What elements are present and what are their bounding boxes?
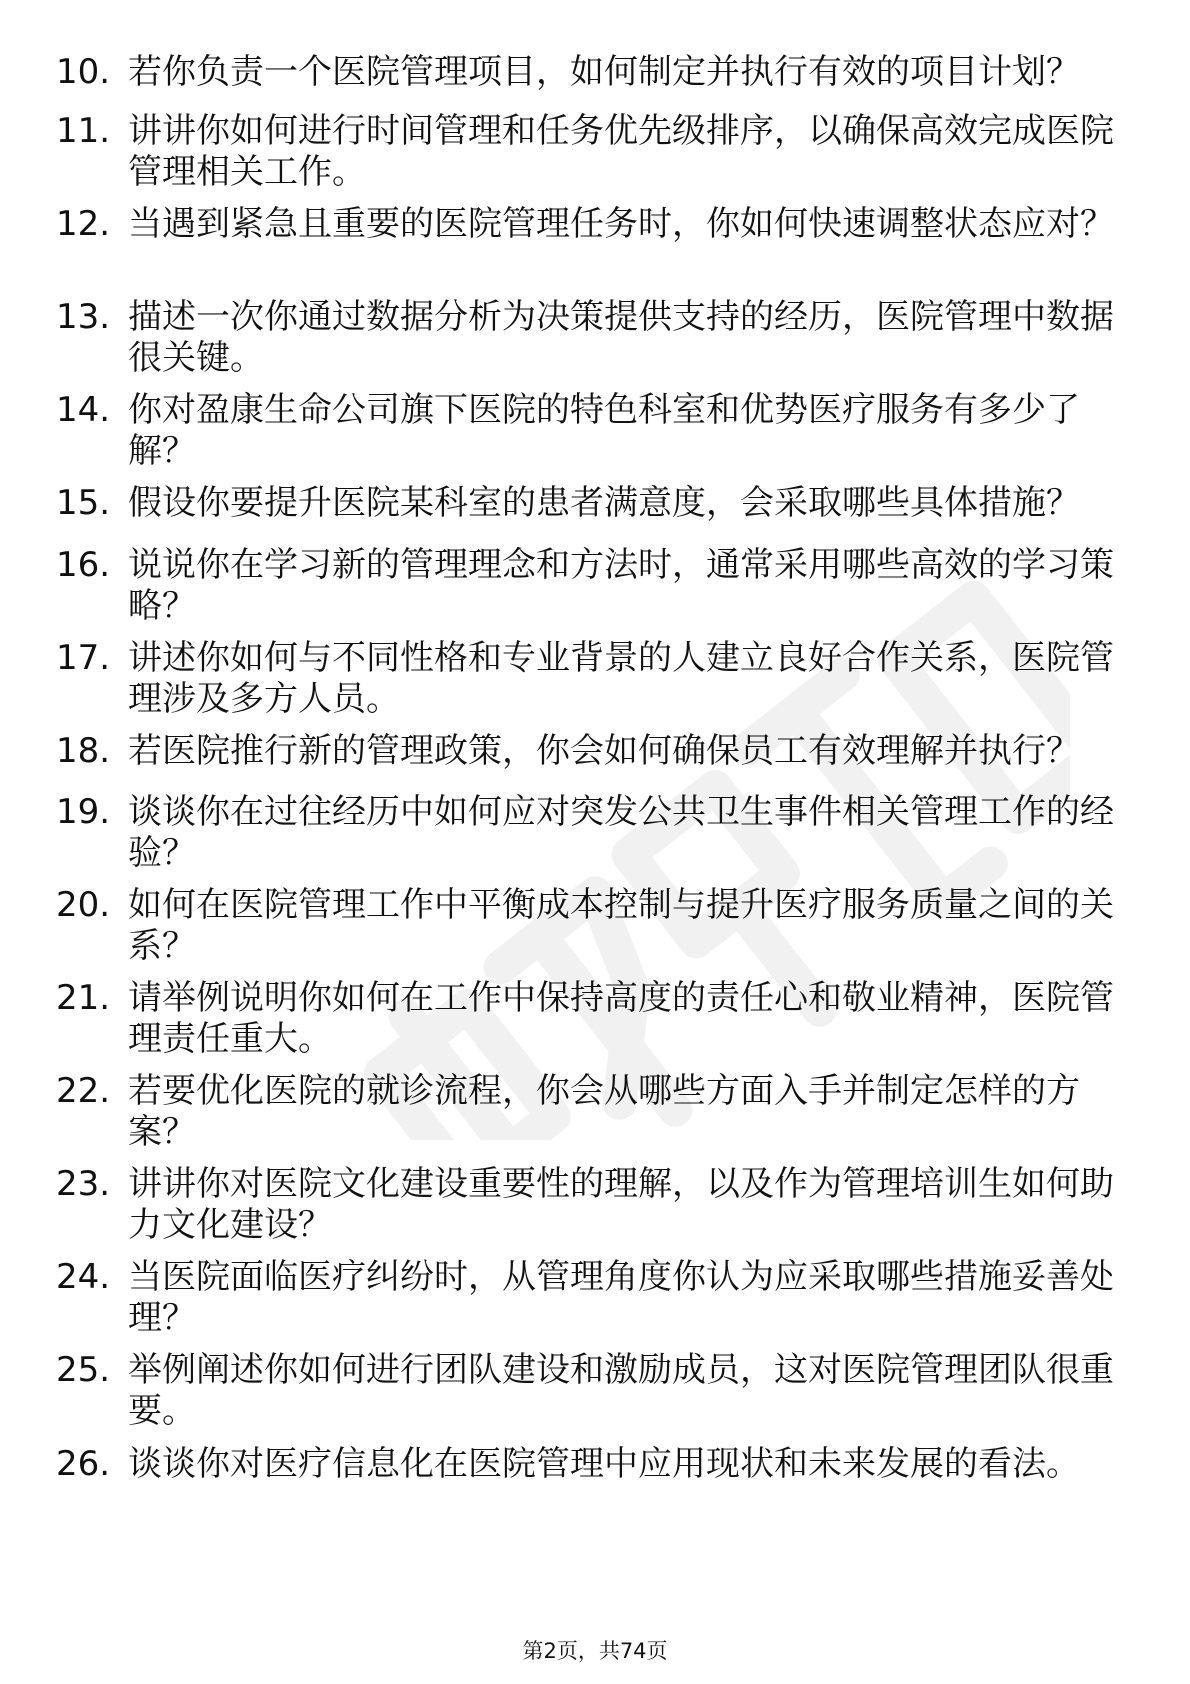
question-number: 13. <box>56 297 111 337</box>
question-number: 16. <box>56 545 111 585</box>
question-number: 18. <box>56 731 111 771</box>
list-item <box>56 885 1136 967</box>
question-text: 假设你要提升医院某科室的患者满意度，会采取哪些具体措施？ <box>128 483 1080 523</box>
question-number: 20. <box>56 885 111 925</box>
question-text: 若你负责一个医院管理项目，如何制定并执行有效的项目计划？ <box>128 52 1080 92</box>
question-number: 25. <box>56 1350 111 1390</box>
list-item <box>56 1444 1136 1485</box>
question-number: 19. <box>56 792 111 832</box>
question-text: 说说你在学习新的管理理念和方法时，通常采用哪些高效的学习策略？ <box>128 545 1114 626</box>
question-text: 你对盈康生命公司旗下医院的特色科室和优势医疗服务有多少了解？ <box>128 390 1080 471</box>
question-number: 26. <box>56 1444 111 1484</box>
question-number: 14. <box>56 390 111 430</box>
list-item <box>56 1350 1136 1432</box>
list-item <box>56 483 1136 524</box>
question-text: 描述一次你通过数据分析为决策提供支持的经历，医院管理中数据很关键。 <box>128 297 1114 378</box>
question-text: 举例阐述你如何进行团队建设和激励成员，这对医院管理团队很重要。 <box>128 1350 1114 1431</box>
question-text: 如何在医院管理工作中平衡成本控制与提升医疗服务质量之间的关系？ <box>128 885 1114 966</box>
question-text: 若医院推行新的管理政策，你会如何确保员工有效理解并执行？ <box>128 731 1080 771</box>
list-item <box>56 111 1136 193</box>
question-number: 17. <box>56 638 111 678</box>
page-number: 第2页，共74页 <box>522 1639 668 1663</box>
question-text: 谈谈你对医疗信息化在医院管理中应用现状和未来发展的看法。 <box>128 1444 1080 1484</box>
list-item <box>56 731 1136 772</box>
question-text: 讲述你如何与不同性格和专业背景的人建立良好合作关系，医院管理涉及多方人员。 <box>128 638 1114 719</box>
list-item <box>56 1164 1136 1246</box>
question-number: 10. <box>56 52 111 92</box>
list-item <box>56 792 1136 874</box>
list-item <box>56 1257 1136 1339</box>
list-item <box>56 204 1136 245</box>
question-number: 12. <box>56 204 111 244</box>
question-text: 讲讲你如何进行时间管理和任务优先级排序，以确保高效完成医院管理相关工作。 <box>128 111 1114 192</box>
question-number: 11. <box>56 111 111 151</box>
list-item <box>56 545 1136 627</box>
question-text: 若要优化医院的就诊流程，你会从哪些方面入手并制定怎样的方案？ <box>128 1071 1080 1152</box>
list-item <box>56 390 1136 472</box>
list-item <box>56 297 1136 379</box>
question-text: 当遇到紧急且重要的医院管理任务时，你如何快速调整状态应对？ <box>128 204 1114 244</box>
question-number: 21. <box>56 978 111 1018</box>
question-number: 24. <box>56 1257 111 1297</box>
question-text: 谈谈你在过往经历中如何应对突发公共卫生事件相关管理工作的经验？ <box>128 792 1114 873</box>
question-text: 当医院面临医疗纠纷时，从管理角度你认为应采取哪些措施妥善处理？ <box>128 1257 1114 1338</box>
question-number: 22. <box>56 1071 111 1111</box>
question-number: 15. <box>56 483 111 523</box>
list-item <box>56 638 1136 720</box>
list-item <box>56 52 1136 93</box>
question-text: 讲讲你对医院文化建设重要性的理解，以及作为管理培训生如何助力文化建设？ <box>128 1164 1114 1245</box>
question-text: 请举例说明你如何在工作中保持高度的责任心和敬业精神，医院管理责任重大。 <box>128 978 1114 1059</box>
list-item <box>56 1071 1136 1153</box>
question-number: 23. <box>56 1164 111 1204</box>
list-item <box>56 978 1136 1060</box>
